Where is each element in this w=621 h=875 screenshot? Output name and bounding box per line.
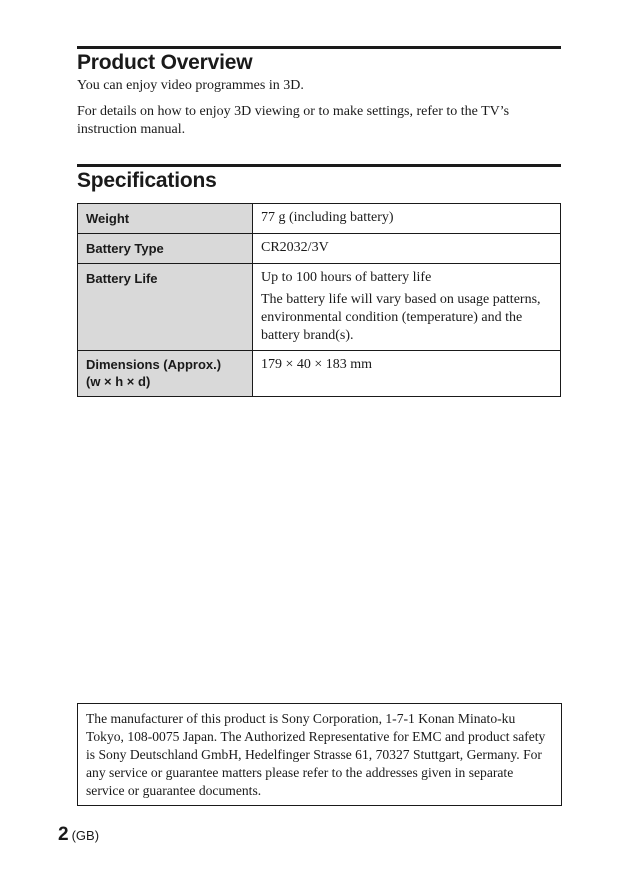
overview-heading: Product Overview <box>77 51 253 74</box>
overview-paragraph-1: You can enjoy video programmes in 3D. <box>77 78 304 93</box>
table-row <box>78 351 561 397</box>
specifications-table <box>77 203 561 397</box>
manufacturer-notice: The manufacturer of this product is Sony Corporation, 1-7-1 Konan Minato-ku Tokyo, 108-0075 Japan. The Authorized Representative for EMC and product safety is Sony Deutschland GmbH, Hedelfinger Strasse 61, 70327 Stuttgart, Germany. For any service or guarantee matters please refer to the addresses given in separate service or guarantee documents. <box>77 703 562 806</box>
spec-value-battery-life <box>253 264 561 351</box>
spec-value-dimensions: 179 × 40 × 183 mm <box>253 351 561 397</box>
overview-section <box>77 46 561 139</box>
page-number: 2 <box>58 824 69 845</box>
spec-value-battery-type: CR2032/3V <box>253 234 561 264</box>
spec-label-weight: Weight <box>78 204 253 234</box>
battery-life-line-2: The battery life will vary based on usage patterns, environmental condition (temperature) and the battery brand(s). <box>261 292 541 343</box>
specifications-section <box>77 164 561 193</box>
spec-value-weight: 77 g (including battery) <box>253 204 561 234</box>
overview-paragraph-2: For details on how to enjoy 3D viewing or to make settings, refer to the TV’s instruction manual. <box>77 104 510 137</box>
page-footer <box>58 824 99 846</box>
spec-label-battery-life: Battery Life <box>78 264 253 351</box>
battery-life-line-1: Up to 100 hours of battery life <box>261 270 432 285</box>
spec-label-battery-type: Battery Type <box>78 234 253 264</box>
table-row <box>78 234 561 264</box>
spec-label-dimensions <box>78 351 253 397</box>
specifications-heading: Specifications <box>77 169 217 192</box>
dimensions-label-line-2: (w × h × d) <box>86 374 151 389</box>
table-row <box>78 264 561 351</box>
table-row <box>78 204 561 234</box>
dimensions-label-line-1: Dimensions (Approx.) <box>86 357 222 372</box>
region-code: (GB) <box>71 828 100 843</box>
